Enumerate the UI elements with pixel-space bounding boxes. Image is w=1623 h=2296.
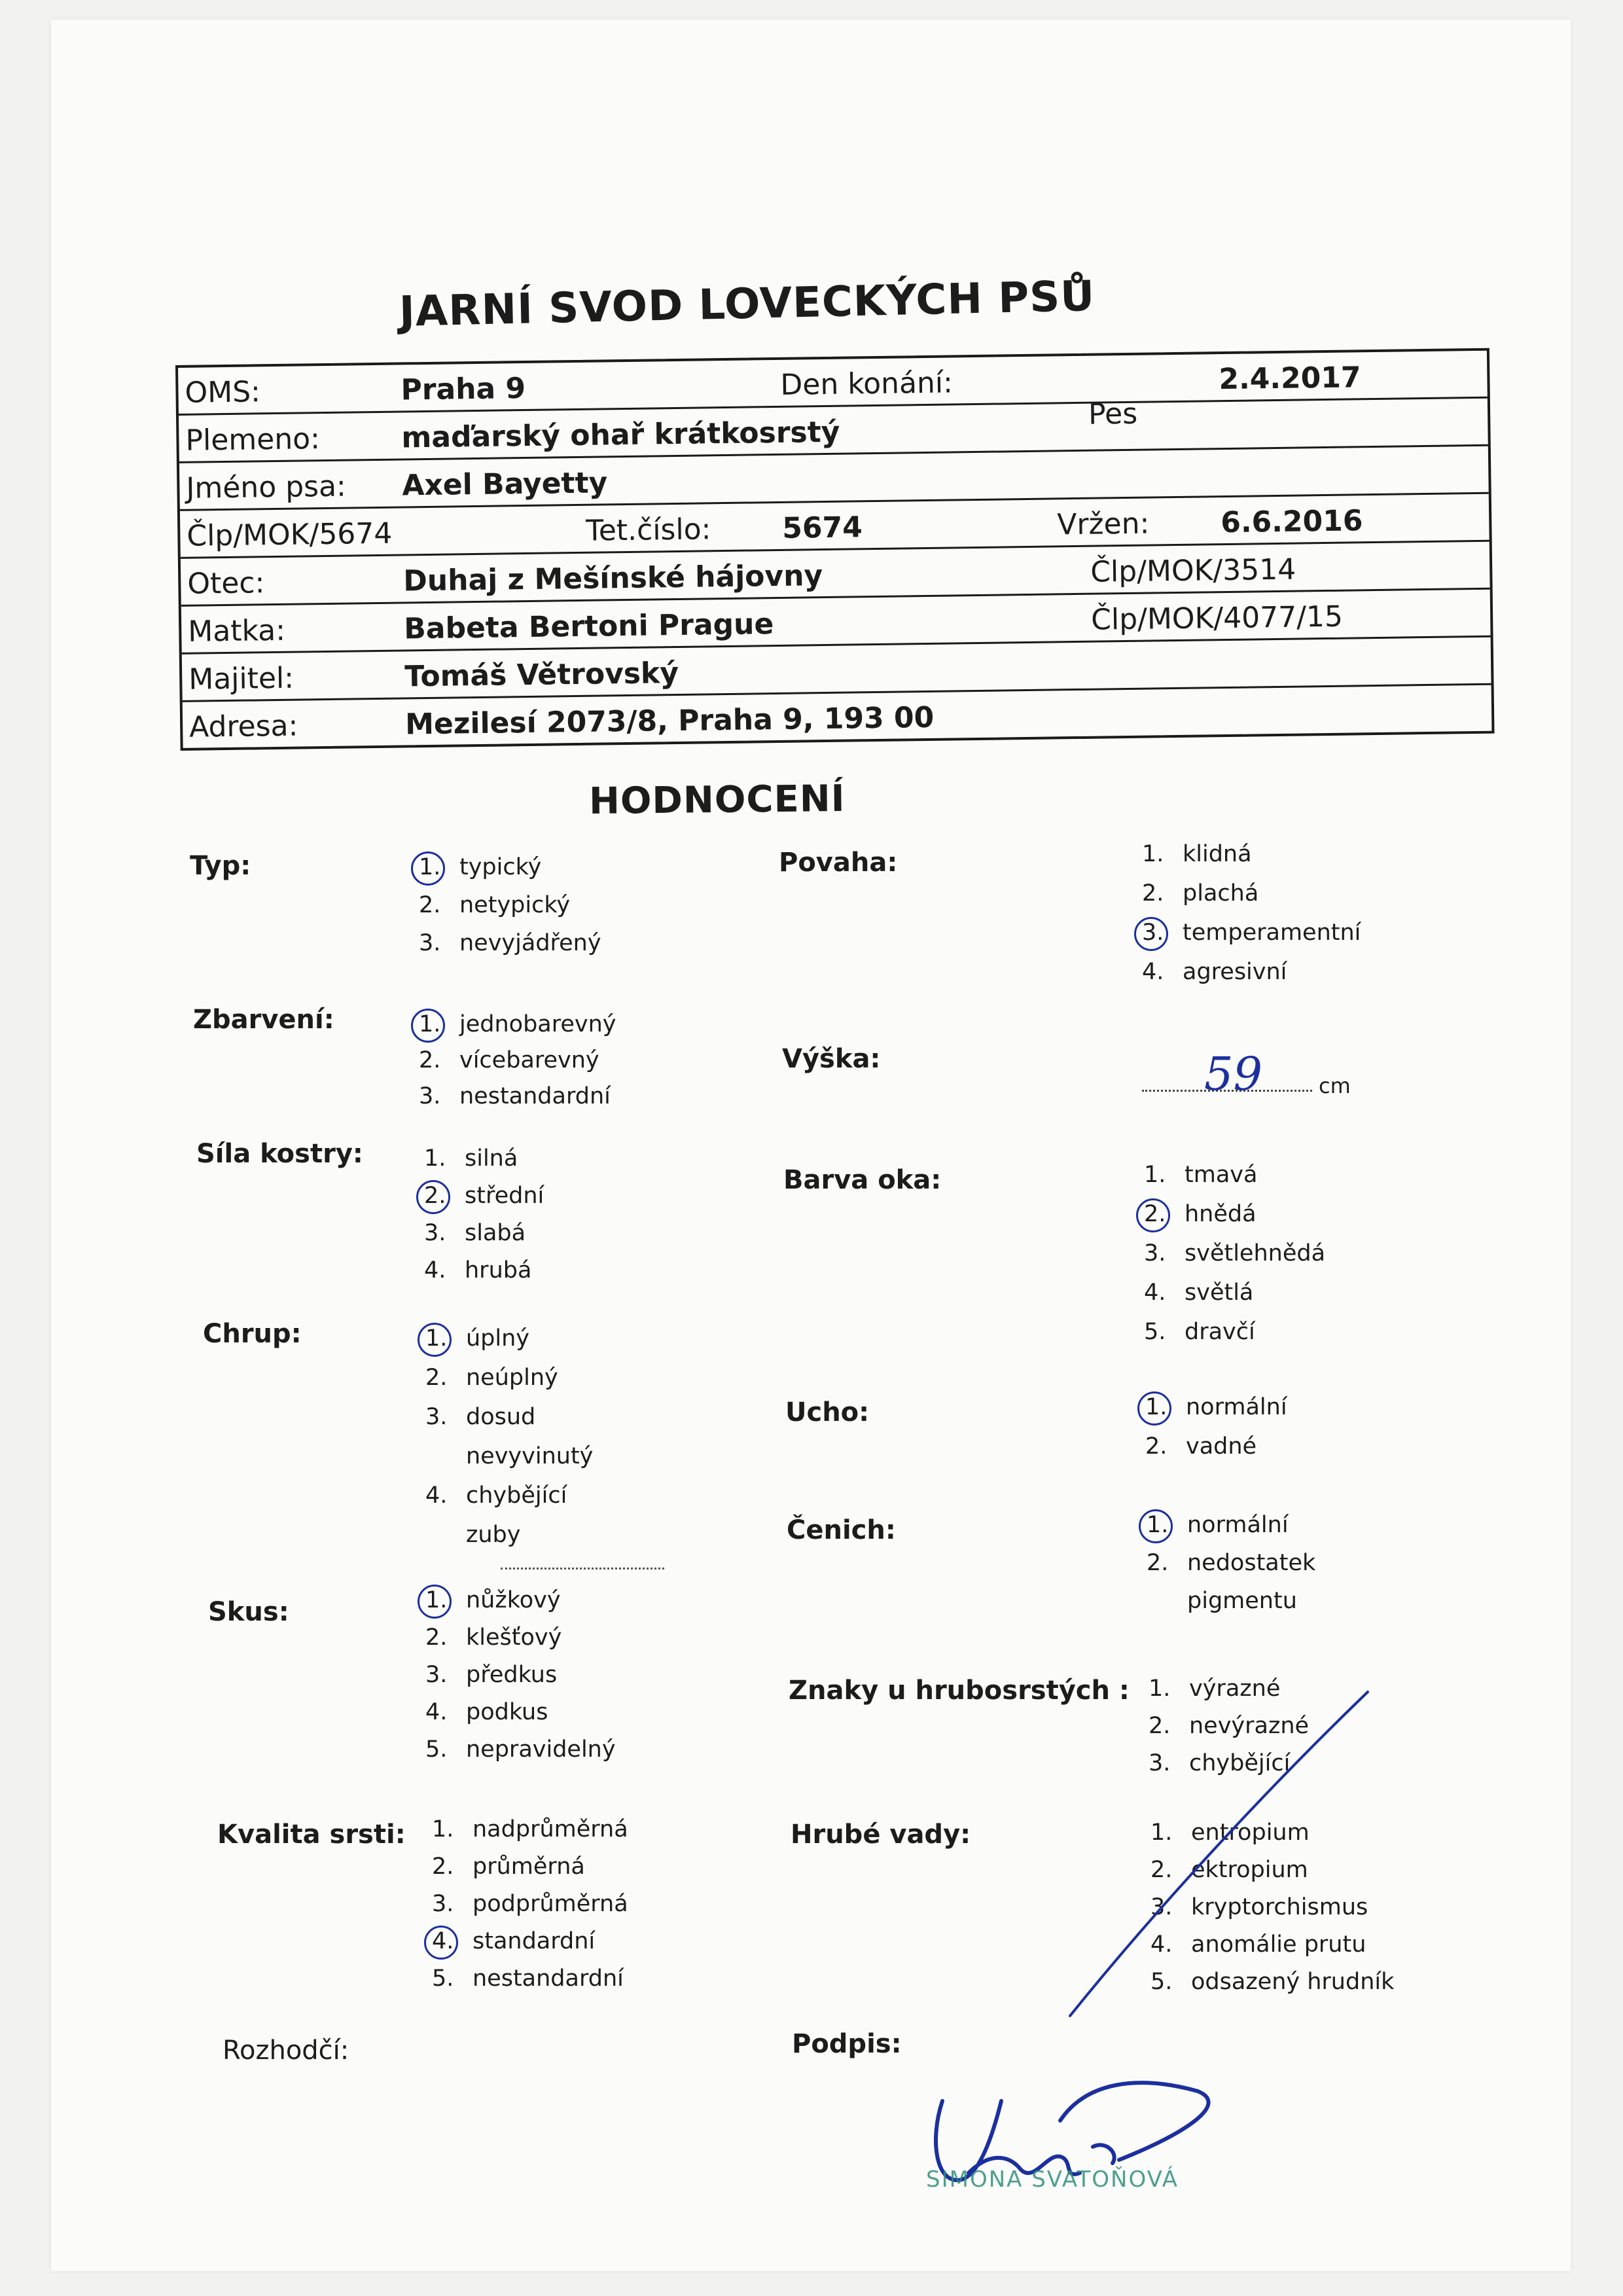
- option-text: střední: [465, 1183, 544, 1209]
- option-number: 3.: [1149, 1750, 1171, 1776]
- option-number: 1.: [1147, 1512, 1187, 1538]
- option-number: 5.: [425, 1736, 448, 1763]
- option-number: 3.: [425, 1404, 448, 1430]
- znaky-option: [1149, 1750, 1290, 1776]
- option-text: podkus: [466, 1699, 548, 1725]
- owner-value: Tomáš Větrovský: [404, 656, 679, 694]
- option-number: 5.: [1144, 1319, 1166, 1345]
- option-text: nevýrazné: [1189, 1713, 1310, 1739]
- option-text: hrubá: [465, 1257, 532, 1283]
- typ-option: [419, 892, 570, 918]
- sila-option: [424, 1220, 526, 1246]
- owner-label: Majitel:: [188, 661, 294, 696]
- oko-option: [1144, 1319, 1255, 1345]
- option-text: jednobarevný: [459, 1011, 616, 1037]
- ucho-option: [1145, 1394, 1287, 1420]
- tattoo-value: 5674: [782, 511, 863, 545]
- option-number: 3.: [1144, 1240, 1166, 1266]
- option-text: vícebarevný: [459, 1047, 599, 1073]
- option-number: 4.: [1142, 959, 1164, 985]
- option-number: 3.: [424, 1220, 446, 1246]
- option-number: 4.: [432, 1928, 473, 1954]
- vady-option: [1150, 1820, 1310, 1846]
- option-number: 4.: [1144, 1280, 1166, 1306]
- oko-option: [1144, 1162, 1257, 1188]
- signature-label: Podpis:: [792, 2029, 902, 2059]
- option-text: klidná: [1183, 841, 1252, 867]
- option-text: výrazné: [1189, 1676, 1281, 1702]
- breed-label: Plemeno:: [185, 422, 321, 457]
- chrup-option: [425, 1482, 567, 1509]
- address-value: Mezilesí 2073/8, Praha 9, 193 00: [404, 700, 935, 742]
- option-number: 2.: [1144, 1201, 1185, 1227]
- srst-option: [432, 1965, 624, 1992]
- chrup-option: [425, 1443, 593, 1469]
- sila-option: [424, 1257, 531, 1283]
- option-text: pigmentu: [1187, 1588, 1297, 1614]
- oms-value: Praha 9: [401, 372, 526, 407]
- option-text: typický: [459, 854, 542, 880]
- date-label: Den konání:: [780, 366, 954, 402]
- vady-option: [1150, 1894, 1368, 1920]
- option-number: 2.: [419, 892, 441, 918]
- option-text: normální: [1186, 1394, 1287, 1420]
- breed-value: maďarský ohař krátkosrstý: [401, 415, 840, 455]
- father-registration: Člp/MOK/3514: [1090, 552, 1296, 589]
- option-text: hnědá: [1185, 1201, 1257, 1227]
- oko-option: [1144, 1240, 1325, 1266]
- vady-option: [1150, 1931, 1366, 1958]
- option-number: 2.: [1147, 1550, 1169, 1576]
- povaha-option: [1142, 841, 1252, 867]
- option-text: předkus: [466, 1662, 558, 1688]
- option-number: 1.: [424, 1145, 446, 1172]
- option-number: 1.: [425, 1587, 466, 1613]
- mother-label: Matka:: [187, 613, 286, 649]
- option-text: chybějící: [466, 1482, 567, 1509]
- chrup-label: Chrup:: [203, 1319, 302, 1349]
- zbarveni-option: [419, 1011, 616, 1037]
- dog-info-table: [175, 348, 1495, 751]
- option-text: slabá: [465, 1220, 526, 1246]
- option-text: světlehnědá: [1185, 1240, 1326, 1266]
- typ-option: [419, 930, 601, 956]
- signature-mark: [923, 2042, 1224, 2232]
- chrup-option: [425, 1365, 558, 1391]
- form-title: JARNÍ SVOD LOVECKÝCH PSŮ: [399, 272, 1096, 336]
- zbarveni-option: [419, 1047, 599, 1073]
- povaha-label: Povaha:: [779, 848, 898, 878]
- option-number: 1.: [1145, 1394, 1186, 1420]
- judge-label: Rozhodčí:: [223, 2036, 349, 2066]
- tattoo-label: Tet.číslo:: [586, 512, 711, 548]
- option-number: 4.: [425, 1482, 448, 1509]
- vady-option: [1150, 1969, 1394, 1995]
- option-number: 2.: [1150, 1857, 1173, 1883]
- skus-option: [425, 1736, 616, 1763]
- option-text: průměrná: [473, 1854, 585, 1880]
- sila-option: [424, 1183, 544, 1209]
- option-number: 1.: [419, 1011, 459, 1037]
- oko-option: [1144, 1280, 1253, 1306]
- option-number: 1.: [425, 1325, 466, 1352]
- height-value: 59: [1204, 1047, 1263, 1101]
- ucho-option: [1145, 1433, 1257, 1460]
- option-text: nevyjádřený: [459, 930, 601, 956]
- option-number: 1.: [1142, 841, 1164, 867]
- option-text: nůžkový: [466, 1587, 561, 1613]
- povaha-option: [1142, 920, 1361, 946]
- sex-value: Pes: [1088, 397, 1138, 431]
- srst-label: Kvalita srsti:: [217, 1820, 406, 1850]
- option-text: temperamentní: [1183, 920, 1361, 946]
- option-text: chybějící: [1189, 1750, 1291, 1776]
- srst-option: [432, 1854, 585, 1880]
- skus-option: [425, 1587, 561, 1613]
- option-text: dosud: [466, 1404, 536, 1430]
- option-text: entropium: [1191, 1820, 1310, 1846]
- option-text: zuby: [466, 1522, 521, 1548]
- option-text: nestandardní: [459, 1083, 611, 1109]
- oms-label: OMS:: [185, 375, 261, 410]
- option-number: 2.: [425, 1365, 448, 1391]
- option-text: nadprůměrná: [473, 1816, 628, 1842]
- typ-option: [419, 854, 541, 880]
- option-text: neúplný: [466, 1365, 558, 1391]
- father-label: Otec:: [187, 566, 265, 601]
- option-text: nevyvinutý: [466, 1443, 594, 1469]
- zbarveni-option: [419, 1083, 611, 1109]
- option-number: 3.: [419, 930, 441, 956]
- option-number: 3.: [1150, 1894, 1173, 1920]
- father-value: Duhaj z Mešínské hájovny: [403, 559, 823, 598]
- vady-label: Hrubé vady:: [791, 1820, 971, 1850]
- name-label: Jméno psa:: [186, 469, 347, 505]
- born-value: 6.6.2016: [1220, 504, 1363, 540]
- option-text: světlá: [1185, 1280, 1254, 1306]
- oko-option: [1144, 1201, 1257, 1227]
- option-text: nedostatek: [1187, 1550, 1316, 1576]
- chrup-option: [425, 1522, 520, 1548]
- skus-option: [425, 1699, 548, 1725]
- option-text: tmavá: [1185, 1162, 1258, 1188]
- option-text: dravčí: [1185, 1319, 1255, 1345]
- znaky-label: Znaky u hrubosrstých :: [789, 1676, 1130, 1706]
- option-number: 4.: [1150, 1931, 1173, 1958]
- option-text: netypický: [459, 892, 571, 918]
- option-text: klešťový: [466, 1624, 562, 1651]
- ucho-label: Ucho:: [785, 1397, 870, 1427]
- option-text: agresivní: [1183, 959, 1287, 985]
- option-number: 2.: [419, 1047, 441, 1073]
- option-text: normální: [1187, 1512, 1289, 1538]
- srst-option: [432, 1816, 628, 1842]
- option-number: 4.: [424, 1257, 446, 1283]
- option-number: 2.: [432, 1854, 454, 1880]
- evaluation-heading: HODNOCENÍ: [588, 777, 846, 823]
- height-unit: cm: [1319, 1073, 1351, 1098]
- option-number: 2.: [1142, 880, 1164, 906]
- oko-label: Barva oka:: [783, 1165, 942, 1195]
- address-label: Adresa:: [188, 709, 298, 744]
- option-text: anomálie prutu: [1191, 1931, 1366, 1958]
- option-number: 2.: [1145, 1433, 1168, 1460]
- option-number: 1.: [1149, 1676, 1171, 1702]
- option-text: standardní: [473, 1928, 596, 1954]
- option-number: 1.: [1150, 1820, 1173, 1846]
- option-text: vadné: [1186, 1433, 1257, 1460]
- mother-registration: Člp/MOK/4077/15: [1090, 600, 1344, 637]
- option-text: plachá: [1183, 880, 1259, 906]
- sila-option: [424, 1145, 518, 1172]
- cenich-option: [1147, 1588, 1297, 1614]
- name-value: Axel Bayetty: [402, 466, 608, 503]
- option-text: podprůměrná: [473, 1891, 628, 1917]
- vyska-label: Výška:: [782, 1044, 881, 1074]
- zbarveni-label: Zbarvení:: [193, 1005, 334, 1035]
- option-text: silná: [465, 1145, 518, 1172]
- registration-value: Člp/MOK/5674: [187, 516, 393, 553]
- srst-option: [432, 1928, 595, 1954]
- cenich-label: Čenich:: [787, 1515, 896, 1545]
- povaha-option: [1142, 959, 1287, 985]
- option-number: 3.: [425, 1662, 448, 1688]
- option-number: 3.: [1142, 920, 1183, 946]
- option-text: nestandardní: [473, 1965, 624, 1992]
- option-text: odsazený hrudník: [1191, 1969, 1395, 1995]
- option-text: úplný: [466, 1325, 530, 1352]
- povaha-option: [1142, 880, 1258, 906]
- cenich-option: [1147, 1550, 1315, 1576]
- option-number: 4.: [425, 1699, 448, 1725]
- option-number: 3.: [432, 1891, 454, 1917]
- skus-option: [425, 1662, 557, 1688]
- znaky-option: [1149, 1676, 1280, 1702]
- znaky-option: [1149, 1713, 1309, 1739]
- chrup-option: [425, 1404, 535, 1430]
- date-value: 2.4.2017: [1219, 361, 1361, 397]
- option-number: 2.: [424, 1183, 465, 1209]
- skus-option: [425, 1624, 562, 1651]
- option-text: kryptorchismus: [1191, 1894, 1368, 1920]
- missing-teeth-line: [501, 1568, 664, 1570]
- born-label: Vržen:: [1056, 507, 1150, 542]
- vady-option: [1150, 1857, 1308, 1883]
- option-number: 1.: [419, 854, 459, 880]
- option-number: 3.: [419, 1083, 441, 1109]
- option-number: 5.: [432, 1965, 454, 1992]
- option-text: ektropium: [1191, 1857, 1308, 1883]
- option-number: 5.: [1150, 1969, 1173, 1995]
- skus-label: Skus:: [208, 1597, 289, 1627]
- sila-label: Síla kostry:: [196, 1139, 363, 1169]
- mother-value: Babeta Bertoni Prague: [403, 607, 774, 646]
- option-number: 2.: [1149, 1713, 1171, 1739]
- option-number: 1.: [1144, 1162, 1166, 1188]
- option-number: 1.: [432, 1816, 454, 1842]
- stamp-name: SIMONA SVATOŇOVÁ: [926, 2166, 1179, 2193]
- option-text: nepravidelný: [466, 1736, 616, 1763]
- srst-option: [432, 1891, 628, 1917]
- option-number: 2.: [425, 1624, 448, 1651]
- typ-label: Typ:: [190, 851, 251, 881]
- chrup-option: [425, 1325, 529, 1352]
- cenich-option: [1147, 1512, 1289, 1538]
